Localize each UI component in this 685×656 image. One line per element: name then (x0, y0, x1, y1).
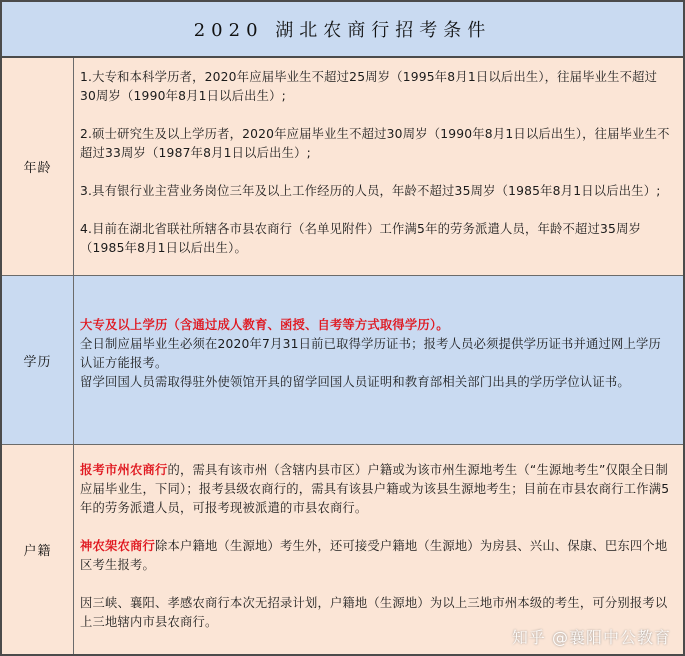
age-item-1: 1.大专和本科学历者，2020年应届毕业生不超过25周岁（1995年8月1日以后出生），往届毕业生不超过30周岁（1990年8月1日以后出生）; (80, 70, 658, 103)
hukou-label: 户籍 (2, 445, 74, 654)
education-line-1: 全日制应届毕业生必须在2020年7月31日前已取得学历证书；报考人员必须提供学历证书并通过网上学历认证方能报考。 (80, 337, 662, 370)
education-line-2: 留学回国人员需取得驻外使领馆开具的留学回国人员证明和教育部相关部门出具的学历学位认证书。 (80, 375, 630, 389)
hukou-highlight-1: 报考市州农商行 (80, 463, 168, 477)
age-item-2: 2.硕士研究生及以上学历者，2020年应届毕业生不超过30周岁（1990年8月1日以后出生），往届毕业生不超过33周岁（1987年8月1日以后出生）; (80, 127, 670, 160)
education-highlight: 大专及以上学历（含通过成人教育、函授、自考等方式取得学历）。 (80, 318, 449, 332)
education-label: 学历 (2, 276, 74, 444)
education-row (2, 276, 683, 445)
hukou-text-1: 的，需具有该市州（含辖内县市区）户籍或为该市州生源地考生（“生源地考生”仅限全日制应届毕业生，下同）；报考县级农商行的，需具有该县户籍或为该县生源地考生；目前在市县农商行工作满5年的劳务派遣人员，可报考现被派遣的市县农商行。 (80, 463, 670, 515)
hukou-content (75, 445, 683, 654)
hukou-row (2, 445, 683, 654)
age-item-3: 3.具有银行业主营业务岗位三年及以上工作经历的人员，年龄不超过35周岁（1985年8月1日以后出生）; (80, 184, 661, 198)
age-label: 年龄 (2, 58, 74, 275)
hukou-paragraph-1 (80, 461, 673, 518)
age-content (75, 58, 683, 275)
hukou-text-2: 除本户籍地（生源地）考生外，还可接受户籍地（生源地）为房县、兴山、保康、巴东四个地区考生报考。 (80, 539, 668, 572)
age-row (2, 58, 683, 276)
hukou-paragraph-2 (80, 537, 673, 575)
age-item-4: 4.目前在湖北省联社所辖各市县农商行（名单见附件）工作满5年的劳务派遣人员，年龄不超过35周岁（1985年8月1日以后出生）。 (80, 222, 642, 255)
table-title: 2020 湖北农商行招考条件 (2, 2, 683, 58)
hukou-highlight-2: 神农架农商行 (80, 539, 155, 553)
hukou-paragraph-3: 因三峡、襄阳、孝感农商行本次无招录计划，户籍地（生源地）为以上三地市州本级的考生，可分别报考以上三地辖内市县农商行。 (80, 596, 668, 629)
watermark: 知乎 @襄阳中公教育 (511, 628, 671, 647)
education-content (75, 276, 683, 444)
